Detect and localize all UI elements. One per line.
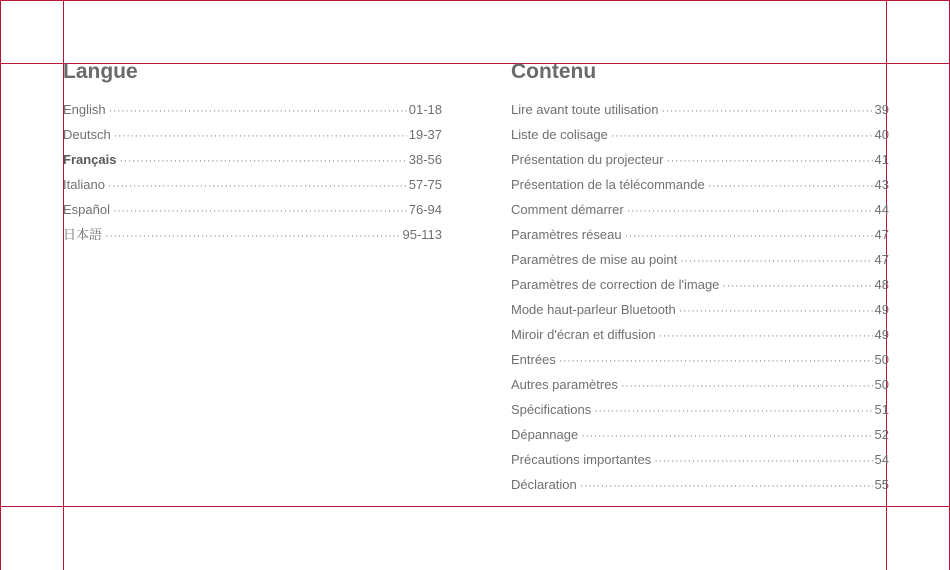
language-label: 日本語 bbox=[63, 227, 103, 242]
toc-entry-label: Déclaration bbox=[511, 477, 577, 492]
toc-entry-page: 43 bbox=[874, 177, 889, 192]
leader-dots bbox=[666, 149, 872, 174]
toc-entry-label: Miroir d'écran et diffusion bbox=[511, 327, 656, 342]
toc-entry-label: Paramètres de correction de l'image bbox=[511, 277, 720, 292]
toc-entry[interactable] bbox=[511, 372, 889, 397]
toc-entry-label: Précautions importantes bbox=[511, 452, 652, 467]
language-item-english[interactable] bbox=[63, 97, 442, 122]
leader-dots bbox=[659, 324, 873, 349]
contents-heading: Contenu bbox=[511, 60, 597, 83]
leader-dots bbox=[621, 374, 873, 399]
leader-dots bbox=[581, 424, 872, 449]
toc-entry-label: Dépannage bbox=[511, 427, 579, 442]
guide-line-left-edge bbox=[0, 0, 1, 570]
toc-entry-label: Présentation de la télécommande bbox=[511, 177, 705, 192]
toc-entry-page: 41 bbox=[874, 152, 889, 167]
toc-entry-page: 50 bbox=[874, 352, 889, 367]
page-range: 38-56 bbox=[408, 152, 442, 167]
leader-dots bbox=[708, 174, 873, 199]
language-list bbox=[63, 97, 442, 247]
toc-entry[interactable] bbox=[511, 472, 889, 497]
toc-entry-page: 48 bbox=[874, 277, 889, 292]
toc-entry-page: 44 bbox=[874, 202, 889, 217]
toc-entry-label: Mode haut-parleur Bluetooth bbox=[511, 302, 676, 317]
toc-entry-label: Liste de colisage bbox=[511, 127, 608, 142]
leader-dots bbox=[654, 449, 872, 474]
contents-column bbox=[511, 58, 889, 497]
toc-entry[interactable] bbox=[511, 322, 889, 347]
toc-entry-page: 47 bbox=[874, 227, 889, 242]
leader-dots bbox=[105, 224, 400, 249]
leader-dots bbox=[680, 249, 872, 274]
leader-dots bbox=[108, 174, 407, 199]
toc-entry[interactable] bbox=[511, 272, 889, 297]
toc-entry-label: Entrées bbox=[511, 352, 556, 367]
toc-entry-page: 39 bbox=[874, 102, 889, 117]
page-range: 76-94 bbox=[408, 202, 442, 217]
language-item-japanese[interactable] bbox=[63, 222, 442, 247]
toc-entry-page: 49 bbox=[874, 327, 889, 342]
toc-entry[interactable] bbox=[511, 197, 889, 222]
page-range: 19-37 bbox=[408, 127, 442, 142]
toc-entry[interactable] bbox=[511, 347, 889, 372]
toc-entry-label: Présentation du projecteur bbox=[511, 152, 664, 167]
leader-dots bbox=[594, 399, 872, 424]
leader-dots bbox=[114, 124, 407, 149]
toc-entry[interactable] bbox=[511, 247, 889, 272]
toc-entry[interactable] bbox=[511, 97, 889, 122]
guide-line-bottom-margin bbox=[0, 506, 950, 507]
language-item-italiano[interactable] bbox=[63, 172, 442, 197]
language-label: Italiano bbox=[63, 177, 105, 192]
leader-dots bbox=[625, 224, 873, 249]
toc-entry[interactable] bbox=[511, 447, 889, 472]
toc-entry-label: Autres paramètres bbox=[511, 377, 618, 392]
toc-entry[interactable] bbox=[511, 297, 889, 322]
language-label: English bbox=[63, 102, 106, 117]
leader-dots bbox=[109, 99, 407, 124]
language-heading: Langue bbox=[63, 60, 138, 83]
page-range: 57-75 bbox=[408, 177, 442, 192]
toc-entry-label: Spécifications bbox=[511, 402, 592, 417]
toc-entry[interactable] bbox=[511, 122, 889, 147]
page-range: 01-18 bbox=[408, 102, 442, 117]
toc-entry[interactable] bbox=[511, 172, 889, 197]
toc-entry-page: 40 bbox=[874, 127, 889, 142]
toc-entry[interactable] bbox=[511, 422, 889, 447]
toc-entry-label: Comment démarrer bbox=[511, 202, 624, 217]
toc-entry[interactable] bbox=[511, 397, 889, 422]
leader-dots bbox=[559, 349, 873, 374]
contents-list bbox=[511, 97, 889, 497]
toc-entry-page: 47 bbox=[874, 252, 889, 267]
language-label: Español bbox=[63, 202, 110, 217]
language-item-francais[interactable] bbox=[63, 147, 442, 172]
leader-dots bbox=[679, 299, 873, 324]
leader-dots bbox=[722, 274, 872, 299]
leader-dots bbox=[611, 124, 873, 149]
toc-entry-label: Lire avant toute utilisation bbox=[511, 102, 659, 117]
toc-entry-page: 52 bbox=[874, 427, 889, 442]
toc-entry-label: Paramètres réseau bbox=[511, 227, 622, 242]
leader-dots bbox=[661, 99, 872, 124]
toc-entry-page: 49 bbox=[874, 302, 889, 317]
leader-dots bbox=[113, 199, 407, 224]
leader-dots bbox=[627, 199, 873, 224]
toc-entry-page: 51 bbox=[874, 402, 889, 417]
toc-entry[interactable] bbox=[511, 222, 889, 247]
language-label-current: Français bbox=[63, 152, 117, 167]
toc-entry-page: 55 bbox=[874, 477, 889, 492]
toc-entry-label: Paramètres de mise au point bbox=[511, 252, 678, 267]
leader-dots bbox=[119, 149, 406, 174]
toc-entry-page: 54 bbox=[874, 452, 889, 467]
leader-dots bbox=[580, 474, 873, 499]
language-item-espanol[interactable] bbox=[63, 197, 442, 222]
language-item-deutsch[interactable] bbox=[63, 122, 442, 147]
language-column bbox=[63, 58, 442, 247]
toc-entry[interactable] bbox=[511, 147, 889, 172]
toc-entry-page: 50 bbox=[874, 377, 889, 392]
guide-line-top-edge bbox=[0, 0, 950, 1]
page-range: 95-113 bbox=[402, 227, 442, 242]
language-label: Deutsch bbox=[63, 127, 111, 142]
